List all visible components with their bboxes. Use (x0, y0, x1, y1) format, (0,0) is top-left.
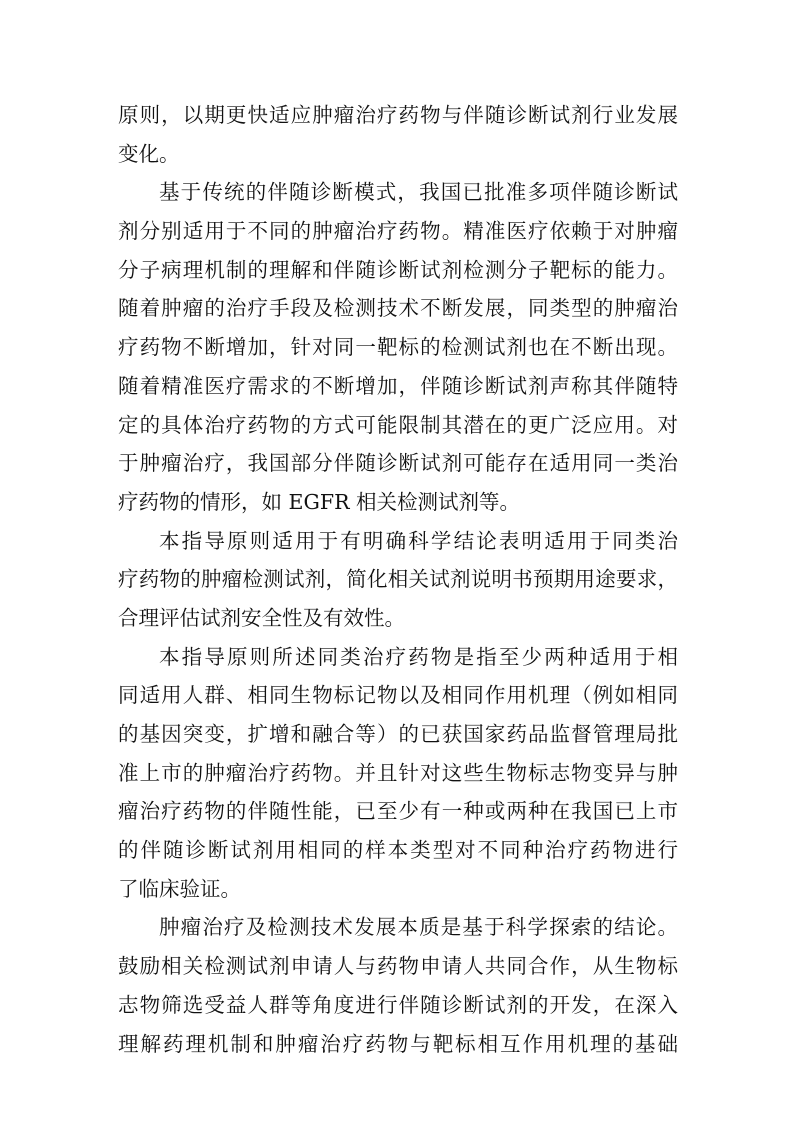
text-line: 的伴随诊断试剂用相同的样本类型对不同种治疗药物进行 (118, 838, 678, 863)
text-line: 的基因突变，扩增和融合等）的已获国家药品监督管理局批 (118, 722, 678, 746)
text-line: 剂分别适用于不同的肿瘤治疗药物。精准医疗依赖于对肿瘤 (118, 219, 678, 244)
text-line: 本指导原则适用于有明确科学结论表明适用于同类治 (159, 528, 678, 553)
text-line: 原则，以期更快适应肿瘤治疗药物与伴随诊断试剂行业发展 (118, 103, 678, 127)
text-line: 肿瘤治疗及检测技术发展本质是基于科学探索的结论。 (159, 915, 678, 940)
text-line: 变化。 (118, 141, 180, 166)
text-line: 基于传统的伴随诊断模式，我国已批准多项伴随诊断试 (159, 180, 678, 205)
text-line: 随着精准医疗需求的不断增加，伴随诊断试剂声称其伴随特 (118, 373, 678, 398)
text-line: 疗药物的情形，如 EGFR 相关检测试剂等。 (118, 489, 521, 514)
text-line: 本指导原则所述同类治疗药物是指至少两种适用于相 (159, 644, 678, 669)
body-text (118, 96, 678, 1063)
text-line: 志物筛选受益人群等角度进行伴随诊断试剂的开发，在深入 (118, 992, 678, 1017)
text-line: 随着肿瘤的治疗手段及检测技术不断发展，同类型的肿瘤治 (118, 296, 678, 321)
paragraph (118, 908, 678, 1063)
text-line: 定的具体治疗药物的方式可能限制其潜在的更广泛应用。对 (118, 412, 678, 437)
text-line: 分子病理机制的理解和伴随诊断试剂检测分子靶标的能力。 (118, 257, 678, 282)
paragraph (118, 638, 678, 909)
text-line: 准上市的肿瘤治疗药物。并且针对这些生物标志物变异与肿 (118, 760, 678, 785)
text-line: 疗药物不断增加，针对同一靶标的检测试剂也在不断出现。 (118, 335, 678, 360)
text-line: 同适用人群、相同生物标记物以及相同作用机理（例如相同 (118, 683, 678, 708)
text-line: 理解药理机制和肿瘤治疗药物与靶标相互作用机理的基础 (118, 1031, 678, 1056)
text-line: 瘤治疗药物的伴随性能，已至少有一种或两种在我国已上市 (118, 799, 678, 824)
paragraph (118, 522, 678, 638)
text-line: 了临床验证。 (118, 876, 241, 901)
paragraph (118, 173, 678, 521)
text-line: 于肿瘤治疗，我国部分伴随诊断试剂可能存在适用同一类治 (118, 451, 678, 476)
text-line: 合理评估试剂安全性及有效性。 (118, 605, 405, 630)
text-line: 疗药物的肿瘤检测试剂，简化相关试剂说明书预期用途要求， (118, 567, 678, 592)
text-line: 鼓励相关检测试剂申请人与药物申请人共同合作，从生物标 (118, 954, 678, 979)
paragraph (118, 96, 678, 173)
